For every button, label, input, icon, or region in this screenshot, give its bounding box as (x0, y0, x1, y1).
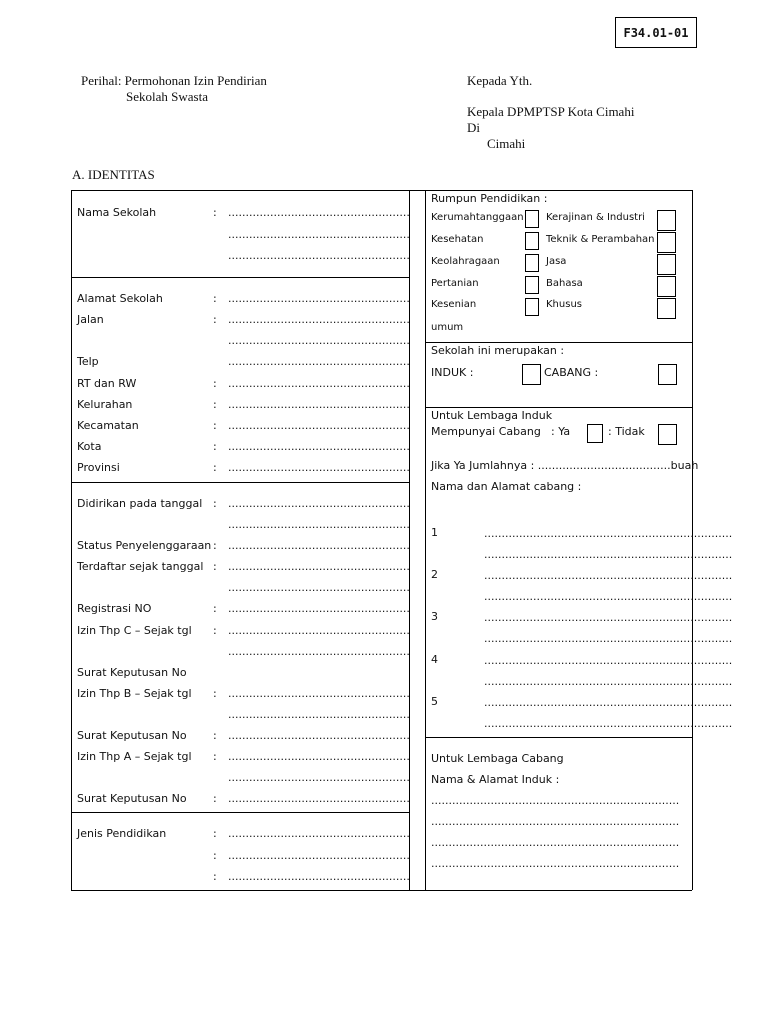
checkbox-ya[interactable] (587, 424, 603, 443)
checkbox-keolahragaan[interactable] (525, 254, 539, 272)
label-didirikan: Didirikan pada tanggal (77, 497, 203, 510)
colon: : (213, 497, 217, 510)
label-jenis: Jenis Pendidikan (77, 827, 167, 840)
label-cabang: CABANG : (544, 366, 599, 379)
field-alamat-sekolah[interactable]: .................................................... (228, 292, 410, 305)
field-nama-sekolah-2[interactable]: .................................................... (228, 228, 410, 241)
di-label: Di (467, 120, 480, 135)
label-sk-3: Surat Keputusan No (77, 792, 187, 805)
field-registrasi[interactable]: .................................................... (228, 602, 410, 615)
kepada-label: Kepada Yth. (467, 73, 533, 88)
cabang-number-3: 3 (431, 610, 438, 623)
rumpun-umum: umum (431, 322, 464, 333)
label-kota: Kota (77, 440, 102, 453)
label-induk: INDUK : (431, 366, 474, 379)
checkbox-kerajinan[interactable] (657, 210, 676, 231)
field-cabang-4b[interactable]: ....................................................................... (484, 675, 733, 688)
lembaga-induk-title: Untuk Lembaga Induk (431, 409, 553, 422)
rumpun-kesenian: Kesenian (431, 299, 477, 310)
field-jalan-1[interactable]: .................................................... (228, 313, 410, 326)
field-sk-2[interactable]: .................................................... (228, 729, 410, 742)
label-sk-1: Surat Keputusan No (77, 666, 187, 679)
colon: : (213, 870, 217, 883)
cabang-number-2: 2 (431, 568, 438, 581)
field-kelurahan[interactable]: .................................................... (228, 398, 410, 411)
field-induk-3[interactable]: ....................................................................... (431, 836, 680, 849)
colon: : (213, 398, 217, 411)
nama-alamat-cabang-label: Nama dan Alamat cabang : (431, 480, 582, 493)
label-telp: Telp (77, 355, 99, 368)
field-izin-a-1[interactable]: .................................................... (228, 750, 410, 763)
rumpun-khusus: Khusus (546, 299, 582, 310)
colon: : (213, 440, 217, 453)
colon: : (213, 560, 217, 573)
rumpun-kesehatan: Kesehatan (431, 234, 484, 245)
field-nama-sekolah-3[interactable]: .................................................... (228, 249, 410, 262)
field-induk-2[interactable]: ....................................................................... (431, 815, 680, 828)
field-provinsi[interactable]: .................................................... (228, 461, 410, 474)
colon: : (213, 687, 217, 700)
label-rt-rw: RT dan RW (77, 377, 137, 390)
field-izin-c-1[interactable]: .................................................... (228, 624, 410, 637)
field-sk-3[interactable]: .................................................... (228, 792, 410, 805)
field-cabang-2b[interactable]: ....................................................................... (484, 590, 733, 603)
label-mempunyai-cabang: Mempunyai Cabang (431, 425, 541, 438)
cabang-number-1: 1 (431, 526, 438, 539)
field-cabang-1a[interactable]: ....................................................................... (484, 527, 733, 540)
label-jalan: Jalan (77, 313, 104, 326)
field-cabang-3a[interactable]: ....................................................................... (484, 611, 733, 624)
sekolah-title: Sekolah ini merupakan : (431, 344, 565, 357)
field-terdaftar-1[interactable]: .................................................... (228, 560, 410, 573)
colon: : (213, 729, 217, 742)
checkbox-tidak[interactable] (658, 424, 677, 445)
checkbox-induk[interactable] (522, 364, 541, 385)
field-kecamatan[interactable]: .................................................... (228, 419, 410, 432)
field-izin-b-1[interactable]: .................................................... (228, 687, 410, 700)
label-izin-a: Izin Thp A – Sejak tgl (77, 750, 192, 763)
colon: : (213, 206, 217, 219)
field-cabang-4a[interactable]: ....................................................................... (484, 654, 733, 667)
label-sk-2: Surat Keputusan No (77, 729, 187, 742)
label-nama-sekolah: Nama Sekolah (77, 206, 157, 219)
perihal-label: Perihal: Permohonan Izin Pendirian (81, 73, 267, 88)
form-code: F34.01-01 (615, 17, 697, 48)
colon: : (213, 624, 217, 637)
lembaga-cabang-title: Untuk Lembaga Cabang (431, 752, 564, 765)
colon: : (213, 602, 217, 615)
checkbox-kesenian[interactable] (525, 298, 539, 316)
jika-ya-jumlah[interactable]: Jika Ya Jumlahnya : ......................................buah (431, 459, 699, 472)
field-jenis-1[interactable]: .................................................... (228, 827, 410, 840)
colon: : (213, 313, 217, 326)
rumpun-bahasa: Bahasa (546, 278, 583, 289)
field-telp[interactable]: .................................................... (228, 355, 410, 368)
label-kelurahan: Kelurahan (77, 398, 133, 411)
recipient: Kepala DPMPTSP Kota Cimahi (467, 104, 635, 119)
colon: : (213, 750, 217, 763)
field-status[interactable]: .................................................... (228, 539, 410, 552)
field-izin-b-2[interactable]: .................................................... (228, 708, 410, 721)
field-cabang-5a[interactable]: ....................................................................... (484, 696, 733, 709)
colon: : (213, 292, 217, 305)
field-kota[interactable]: .................................................... (228, 440, 410, 453)
label-ya: : Ya (551, 425, 571, 438)
perihal-line2: Sekolah Swasta (126, 89, 208, 104)
field-jalan-2[interactable]: .................................................... (228, 334, 410, 347)
nama-alamat-induk-label: Nama & Alamat Induk : (431, 773, 560, 786)
field-induk-1[interactable]: ....................................................................... (431, 794, 680, 807)
checkbox-kesehatan[interactable] (525, 232, 539, 250)
cabang-number-4: 4 (431, 653, 438, 666)
label-izin-c: Izin Thp C – Sejak tgl (77, 624, 192, 637)
rumpun-teknik: Teknik & Perambahan (546, 234, 655, 245)
field-cabang-1b[interactable]: ....................................................................... (484, 548, 733, 561)
field-rt-rw[interactable]: .................................................... (228, 377, 410, 390)
label-izin-b: Izin Thp B – Sejak tgl (77, 687, 192, 700)
checkbox-jasa[interactable] (657, 254, 676, 275)
label-status: Status Penyelenggaraan (77, 539, 212, 552)
colon: : (213, 377, 217, 390)
label-terdaftar: Terdaftar sejak tanggal (77, 560, 204, 573)
label-kecamatan: Kecamatan (77, 419, 139, 432)
field-didirikan-1[interactable]: .................................................... (228, 497, 410, 510)
checkbox-teknik[interactable] (657, 232, 676, 253)
cabang-number-5: 5 (431, 695, 438, 708)
colon: : (213, 792, 217, 805)
rumpun-kerumahtanggaan: Kerumahtanggaan (431, 212, 524, 223)
field-cabang-5b[interactable]: ....................................................................... (484, 717, 733, 730)
field-cabang-2a[interactable]: ....................................................................... (484, 569, 733, 582)
city: Cimahi (487, 136, 526, 151)
colon: : (213, 539, 217, 552)
rumpun-keolahragaan: Keolahragaan (431, 256, 500, 267)
field-izin-a-2[interactable]: .................................................... (228, 771, 410, 784)
field-jenis-2[interactable]: .................................................... (228, 849, 410, 862)
checkbox-khusus[interactable] (657, 298, 676, 319)
label-tidak: : Tidak (608, 425, 645, 438)
field-didirikan-2[interactable]: .................................................... (228, 518, 410, 531)
checkbox-cabang[interactable] (658, 364, 677, 385)
label-alamat-sekolah: Alamat Sekolah (77, 292, 163, 305)
field-cabang-3b[interactable]: ....................................................................... (484, 632, 733, 645)
field-jenis-3[interactable]: .................................................... (228, 870, 410, 883)
colon: : (213, 827, 217, 840)
checkbox-pertanian[interactable] (525, 276, 539, 294)
checkbox-bahasa[interactable] (657, 276, 676, 297)
field-nama-sekolah-1[interactable]: .................................................... (228, 206, 410, 219)
colon: : (213, 461, 217, 474)
label-registrasi: Registrasi NO (77, 602, 152, 615)
checkbox-kerumahtanggaan[interactable] (525, 210, 539, 228)
section-title: A. IDENTITAS (72, 167, 155, 182)
rumpun-title: Rumpun Pendidikan : (431, 192, 548, 205)
rumpun-jasa: Jasa (546, 256, 567, 267)
label-provinsi: Provinsi (77, 461, 120, 474)
rumpun-pertanian: Pertanian (431, 278, 479, 289)
field-induk-4[interactable]: ....................................................................... (431, 857, 680, 870)
field-terdaftar-2[interactable]: .................................................... (228, 581, 410, 594)
field-izin-c-2[interactable]: .................................................... (228, 645, 410, 658)
rumpun-kerajinan: Kerajinan & Industri (546, 212, 645, 223)
colon: : (213, 849, 217, 862)
colon: : (213, 419, 217, 432)
